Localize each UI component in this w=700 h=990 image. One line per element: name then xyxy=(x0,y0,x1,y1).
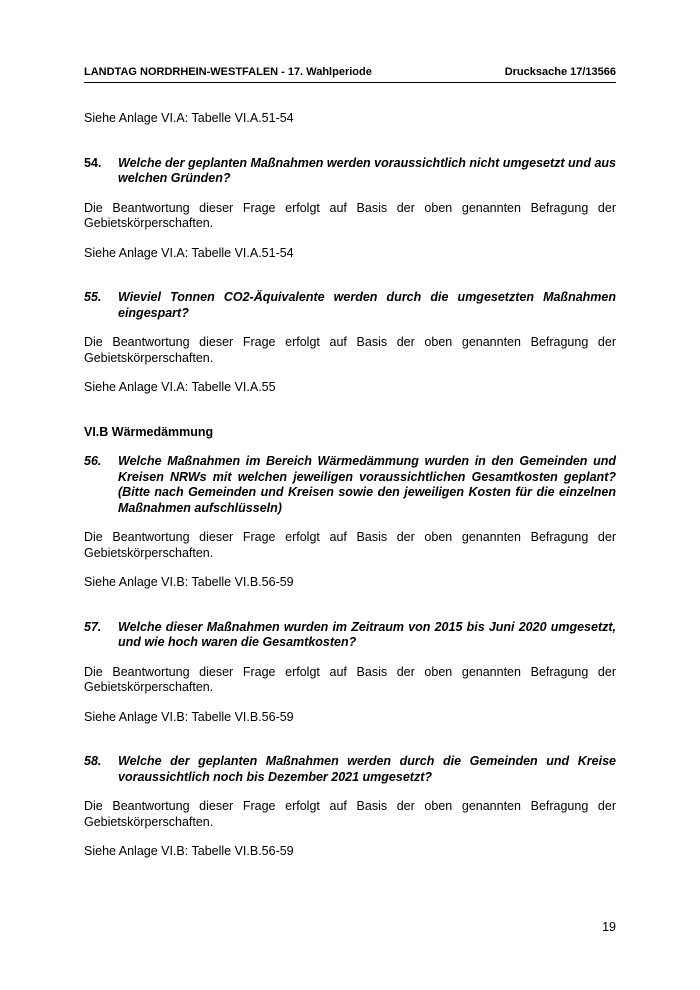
answer-54: Die Beantwortung dieser Frage erfolgt auf Basis der oben genannten Befragung der Gebietskörperschaften. xyxy=(84,200,616,230)
question-number: 55. xyxy=(84,290,102,304)
document-number: Drucksache 17/13566 xyxy=(504,66,616,78)
page-header xyxy=(84,66,616,83)
question-55 xyxy=(84,290,616,321)
question-text: Welche der geplanten Maßnahmen werden voraussichtlich nicht umgesetzt und aus welchen Gründen? xyxy=(118,155,616,185)
answer-58: Die Beantwortung dieser Frage erfolgt auf Basis der oben genannten Befragung der Gebietskörperschaften. xyxy=(84,799,616,829)
reference-58: Siehe Anlage VI.B: Tabelle VI.B.56-59 xyxy=(84,844,294,858)
reference-54: Siehe Anlage VI.A: Tabelle VI.A.51-54 xyxy=(84,245,294,260)
question-number: 58. xyxy=(84,754,102,768)
answer-56: Die Beantwortung dieser Frage erfolgt auf Basis der oben genannten Befragung der Gebietskörperschaften. xyxy=(84,530,616,560)
document-body xyxy=(84,111,616,860)
reference-55: Siehe Anlage VI.A: Tabelle VI.A.55 xyxy=(84,380,276,394)
answer-57: Die Beantwortung dieser Frage erfolgt auf Basis der oben genannten Befragung der Gebietskörperschaften. xyxy=(84,664,616,694)
question-text: Welche Maßnahmen im Bereich Wärmedämmung wurden in den Gemeinden und Kreisen NRWs mit welchen jeweiligen voraussichtlichen Gesamtkosten geplant? (Bitte nach Gemeinden und Kreisen sowie den jeweiligen Kosten für die einzelnen Maßnahmen aufschlüsseln) xyxy=(118,454,616,515)
page-number: 19 xyxy=(602,920,616,934)
question-text: Welche der geplanten Maßnahmen werden durch die Gemeinden und Kreise voraussichtlich noch bis Dezember 2021 umgesetzt? xyxy=(118,754,616,784)
question-number: 57. xyxy=(84,619,102,634)
reference-57: Siehe Anlage VI.B: Tabelle VI.B.56-59 xyxy=(84,709,294,724)
question-text: Welche dieser Maßnahmen wurden im Zeitraum von 2015 bis Juni 2020 umgesetzt, und wie hoch waren die Gesamtkosten? xyxy=(118,619,616,649)
header-title: LANDTAG NORDRHEIN-WESTFALEN - 17. Wahlperiode xyxy=(84,66,372,78)
question-57 xyxy=(84,620,616,651)
question-58 xyxy=(84,754,616,785)
reference-56: Siehe Anlage VI.B: Tabelle VI.B.56-59 xyxy=(84,575,294,589)
reference-line: Siehe Anlage VI.A: Tabelle VI.A.51-54 xyxy=(84,111,294,125)
question-number: 54. xyxy=(84,155,102,170)
question-56 xyxy=(84,454,616,516)
section-heading: VI.B Wärmedämmung xyxy=(84,424,214,439)
answer-55: Die Beantwortung dieser Frage erfolgt auf Basis der oben genannten Befragung der Gebietskörperschaften. xyxy=(84,335,616,365)
question-text: Wieviel Tonnen CO2-Äquivalente werden durch die umgesetzten Maßnahmen eingespart? xyxy=(118,290,616,320)
question-54 xyxy=(84,156,616,187)
question-number: 56. xyxy=(84,454,102,468)
